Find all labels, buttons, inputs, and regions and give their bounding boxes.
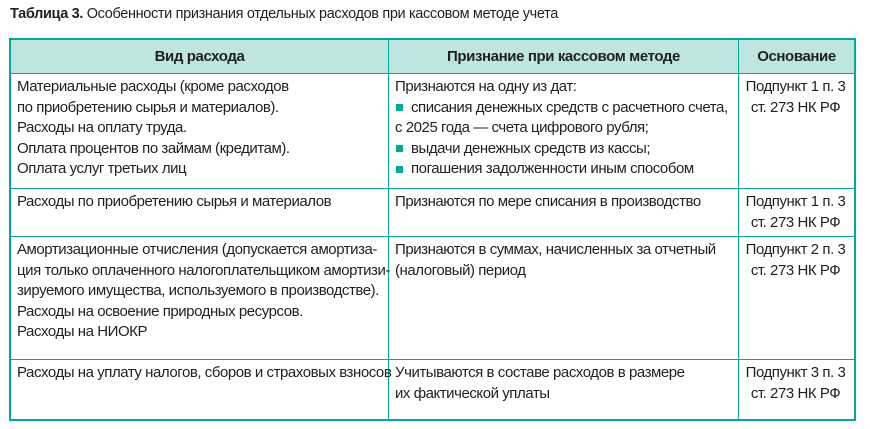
table-caption [10,6,558,22]
expenses-table [9,38,856,421]
expense-type-line: Материальные расходы (кроме расходов [17,78,289,95]
bullet-text: выдачи денежных средств из кассы; [411,139,651,157]
caption-number: Таблица 3. [10,6,84,22]
basis-line: Подпункт 3 п. 3 [745,364,846,381]
recognition-line: их фактической уплаты [395,384,550,402]
basis-line: Подпункт 1 п. 3 [745,78,846,95]
basis-cell [739,236,854,359]
basis-line: Подпункт 1 п. 3 [745,193,846,210]
expense-type-line: по приобретению сырья и материалов). [17,98,279,116]
recognition-cell [389,236,739,359]
recognition-bullet-item [395,98,732,119]
expense-type-line: Расходы на уплату налогов, сборов и страховых взносов [17,364,392,381]
caption-title: Особенности признания отдельных расходов при кассовом методе учета [86,6,558,22]
basis-line: Подпункт 2 п. 3 [745,241,846,258]
bullet-continuation: с 2025 года — счета цифрового рубля; [395,119,649,136]
expense-type-cell [11,188,389,236]
table-header-row [11,40,854,74]
expense-type-line: Оплата услуг третьих лиц [17,160,187,177]
recognition-line: Признаются в суммах, начисленных за отчетный [395,241,716,258]
square-bullet-icon [396,104,403,111]
table-row [11,73,854,189]
table-row [11,188,854,237]
basis-line: ст. 273 НК РФ [750,98,841,116]
expense-type-line: Расходы по приобретению сырья и материалов [17,193,332,210]
header-expense-type: Вид расхода [11,40,389,73]
recognition-cell [389,188,739,236]
basis-cell [739,359,854,419]
recognition-bullet-item [395,159,732,180]
expense-type-line: Расходы на НИОКР [17,323,148,340]
expense-type-line: зируемого имущества, используемого в производстве). [17,282,379,299]
basis-cell [739,73,854,188]
expense-type-cell [11,73,389,188]
basis-line: ст. 273 НК РФ [750,384,841,402]
recognition-cell [389,359,739,419]
recognition-cell [389,73,739,188]
header-cash-method-recognition: Признание при кассовом методе [389,40,739,73]
square-bullet-icon [396,145,403,152]
expense-type-line: Расходы на освоение природных ресурсов. [17,302,303,320]
square-bullet-icon [396,166,403,173]
expense-type-line: Расходы на оплату труда. [17,119,187,136]
recognition-line: (налоговый) период [395,261,526,279]
basis-line: ст. 273 НК РФ [750,213,841,231]
basis-line: ст. 273 НК РФ [750,261,841,279]
expense-type-line: Оплата процентов по займам (кредитам). [17,139,290,157]
expense-type-line: ция только оплаченного налогоплательщиком амортизи- [17,261,390,279]
table-row [11,359,854,419]
bullet-text: списания денежных средств с расчетного счета, [411,98,728,116]
bullet-text: погашения задолженности иным способом [411,160,694,177]
recognition-bullet-item [395,139,732,160]
expense-type-cell [11,236,389,359]
recognition-intro: Признаются на одну из дат: [395,78,577,95]
basis-cell [739,188,854,236]
table-row [11,236,854,360]
recognition-line: Учитываются в составе расходов в размере [395,364,685,381]
recognition-line: Признаются по мере списания в производство [395,193,701,210]
expense-type-cell [11,359,392,419]
header-basis: Основание [757,48,836,65]
expense-type-line: Амортизационные отчисления (допускается амортиза- [17,241,377,258]
